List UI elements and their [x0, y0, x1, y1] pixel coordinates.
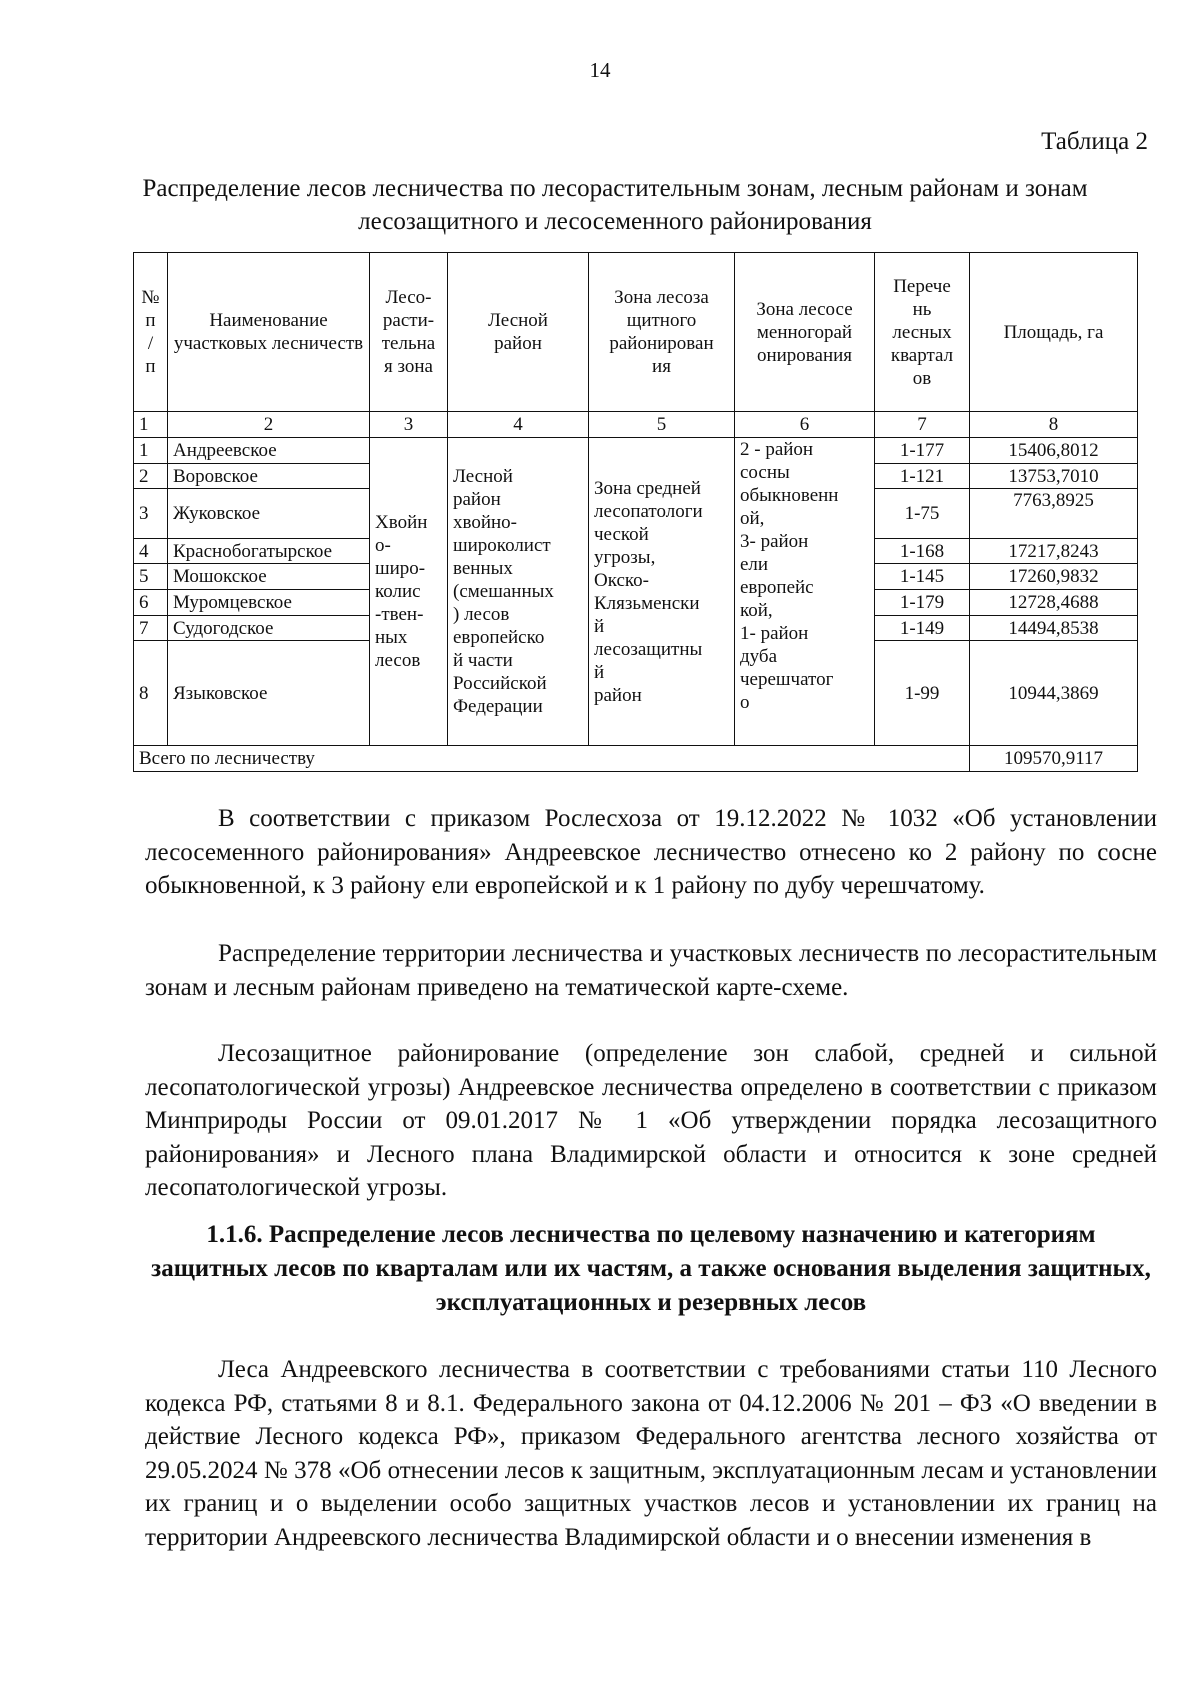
row-area: 17260,9832 [970, 564, 1138, 590]
section-heading: 1.1.6. Распределение лесов лесничества по целевому назначению и категориям защитных лесов по кварталам или их частям, а также основания выделения защитных, эксплуатационных и резервных лесов [151, 1221, 1151, 1316]
table-total-row [134, 746, 1138, 772]
header-area: Площадь, га [970, 253, 1138, 412]
header-protect-zone: Зона лесоза щитного районирован ия [589, 253, 735, 412]
merged-seed-zone-cell: 2 - район сосны обыкновенн ой, 3- район ели европейс кой, 1- район дуба черешчатог о [735, 438, 875, 746]
paragraph-protection-zoning: Лесозащитное районирование (определение зон слабой, средней и сильной лесопатологической угрозы) Андреевское лесничества определено в соответствии с приказом Минприроды России от 09.01.2017 № 1 «Об утверждении порядка лесозащитного районирования» и Лесного плана Владимирской области и относится к зоне средней лесопатологической угрозы. [145, 1040, 1157, 1201]
row-area: 12728,4688 [970, 590, 1138, 616]
row-num: 1 [134, 438, 168, 464]
row-quarters: 1-177 [875, 438, 970, 464]
header-name: Наименование участковых лесничеств [168, 253, 370, 412]
row-num: 4 [134, 538, 168, 564]
header-zone: Лесо- расти- тельна я зона [370, 253, 448, 412]
total-area: 109570,9117 [970, 746, 1138, 772]
row-area: 14494,8538 [970, 615, 1138, 641]
row-num: 8 [134, 641, 168, 746]
row-quarters: 1-99 [875, 641, 970, 746]
table-row [134, 438, 1138, 464]
row-quarters: 1-121 [875, 463, 970, 489]
col-number: 7 [875, 412, 970, 438]
row-area: 10944,3869 [970, 641, 1138, 746]
row-quarters: 1-75 [875, 489, 970, 538]
row-name: Языковское [168, 641, 370, 746]
forest-distribution-table [133, 252, 1138, 772]
row-quarters: 1-168 [875, 538, 970, 564]
total-label: Всего по лесничеству [134, 746, 970, 772]
row-quarters: 1-179 [875, 590, 970, 616]
header-num: № п / п [134, 253, 168, 412]
row-name: Жуковское [168, 489, 370, 538]
paragraph-territory-distribution: Распределение территории лесничества и участковых лесничеств по лесорастительным зонам и лесным районам приведено на тематической карте-схеме. [145, 940, 1157, 1001]
row-quarters: 1-145 [875, 564, 970, 590]
row-area: 17217,8243 [970, 538, 1138, 564]
row-name: Краснобогатырское [168, 538, 370, 564]
row-quarters: 1-149 [875, 615, 970, 641]
col-number: 2 [168, 412, 370, 438]
row-name: Судогодское [168, 615, 370, 641]
row-name: Мошокское [168, 564, 370, 590]
column-number-row [134, 412, 1138, 438]
header-quarters: Перече нь лесных квартал ов [875, 253, 970, 412]
row-name: Андреевское [168, 438, 370, 464]
row-name: Воровское [168, 463, 370, 489]
row-num: 5 [134, 564, 168, 590]
row-num: 2 [134, 463, 168, 489]
paragraph-forest-law: Леса Андреевского лесничества в соответствии с требованиями статьи 110 Лесного кодекса РФ, статьями 8 и 8.1. Федерального закона от 04.12.2006 № 201 – ФЗ «О введении в действие Лесного кодекса РФ», приказом Федерального агентства лесного хозяйства от 29.05.2024 № 378 «Об отнесении лесов к защитным, эксплуатационным лесам и установлении их границ и о выделении особо защитных участков лесов и установлении их границ на территории Андреевского лесничества Владимирской области и о внесении изменения в [145, 1356, 1157, 1551]
header-district: Лесной район [448, 253, 589, 412]
col-number: 1 [134, 412, 168, 438]
table-title: Распределение лесов лесничества по лесорастительным зонам, лесным районам и зонам лесозащитного и лесосеменного районирования [142, 175, 1088, 235]
col-number: 8 [970, 412, 1138, 438]
row-area: 15406,8012 [970, 438, 1138, 464]
header-seed-zone: Зона лесосе менногорай онирования [735, 253, 875, 412]
col-number: 4 [448, 412, 589, 438]
merged-zone-cell: Хвойн о- широ- колис -твен- ных лесов [370, 438, 448, 746]
row-name: Муромцевское [168, 590, 370, 616]
merged-district-cell: Лесной район хвойно- широколист венных (смешанных ) лесов европейско й части Российской Федерации [448, 438, 589, 746]
paragraph-seed-zoning: В соответствии с приказом Рослесхоза от 19.12.2022 № 1032 «Об установлении лесосеменного районирования» Андреевское лесничество отнесено ко 2 району по сосне обыкновенной, к 3 району ели европейской и к 1 району по дубу черешчатому. [145, 805, 1157, 899]
col-number: 5 [589, 412, 735, 438]
row-num: 6 [134, 590, 168, 616]
table-header-row [134, 253, 1138, 412]
col-number: 3 [370, 412, 448, 438]
col-number: 6 [735, 412, 875, 438]
page-number: 14 [589, 58, 611, 82]
merged-protect-zone-cell: Зона средней лесопатологи ческой угрозы, Окско- Клязьменски й лесозащитны й район [589, 438, 735, 746]
row-area: 13753,7010 [970, 463, 1138, 489]
row-num: 3 [134, 489, 168, 538]
row-num: 7 [134, 615, 168, 641]
row-area: 7763,8925 [970, 489, 1138, 538]
table-label: Таблица 2 [1041, 128, 1148, 155]
